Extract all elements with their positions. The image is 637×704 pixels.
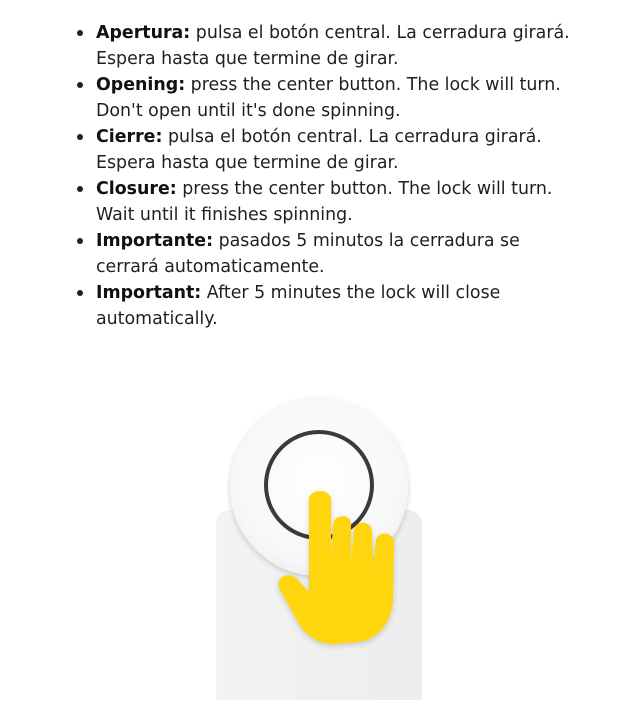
instruction-item — [76, 124, 586, 176]
instruction-item — [76, 72, 586, 124]
instruction-term: Cierre: — [96, 127, 163, 147]
instruction-text: After 5 minutes the lock will close automatically. — [96, 283, 501, 329]
cropped-heading-fragment — [112, 0, 532, 4]
instruction-term: Importante: — [96, 231, 214, 251]
instruction-term: Apertura: — [96, 23, 191, 43]
instruction-text: press the center button. The lock will turn. Wait until it finishes spinning. — [96, 179, 553, 225]
instruction-item — [76, 176, 586, 228]
instruction-text: press the center button. The lock will turn. Don't open until it's done spinning. — [96, 75, 561, 121]
instruction-text: pulsa el botón central. La cerradura girará. Espera hasta que termine de girar. — [96, 23, 570, 69]
smart-lock-icon — [0, 360, 637, 700]
instruction-term: Opening: — [96, 75, 186, 95]
lock-illustration — [0, 360, 637, 700]
instruction-list — [76, 20, 586, 332]
instruction-item — [76, 280, 586, 332]
instruction-text: pulsa el botón central. La cerradura girará. Espera hasta que termine de girar. — [96, 127, 542, 173]
instruction-text: pasados 5 minutos la cerradura se cerrará automaticamente. — [96, 231, 520, 277]
instruction-item — [76, 20, 586, 72]
instruction-term: Closure: — [96, 179, 177, 199]
instruction-item — [76, 228, 586, 280]
instruction-term: Important: — [96, 283, 202, 303]
